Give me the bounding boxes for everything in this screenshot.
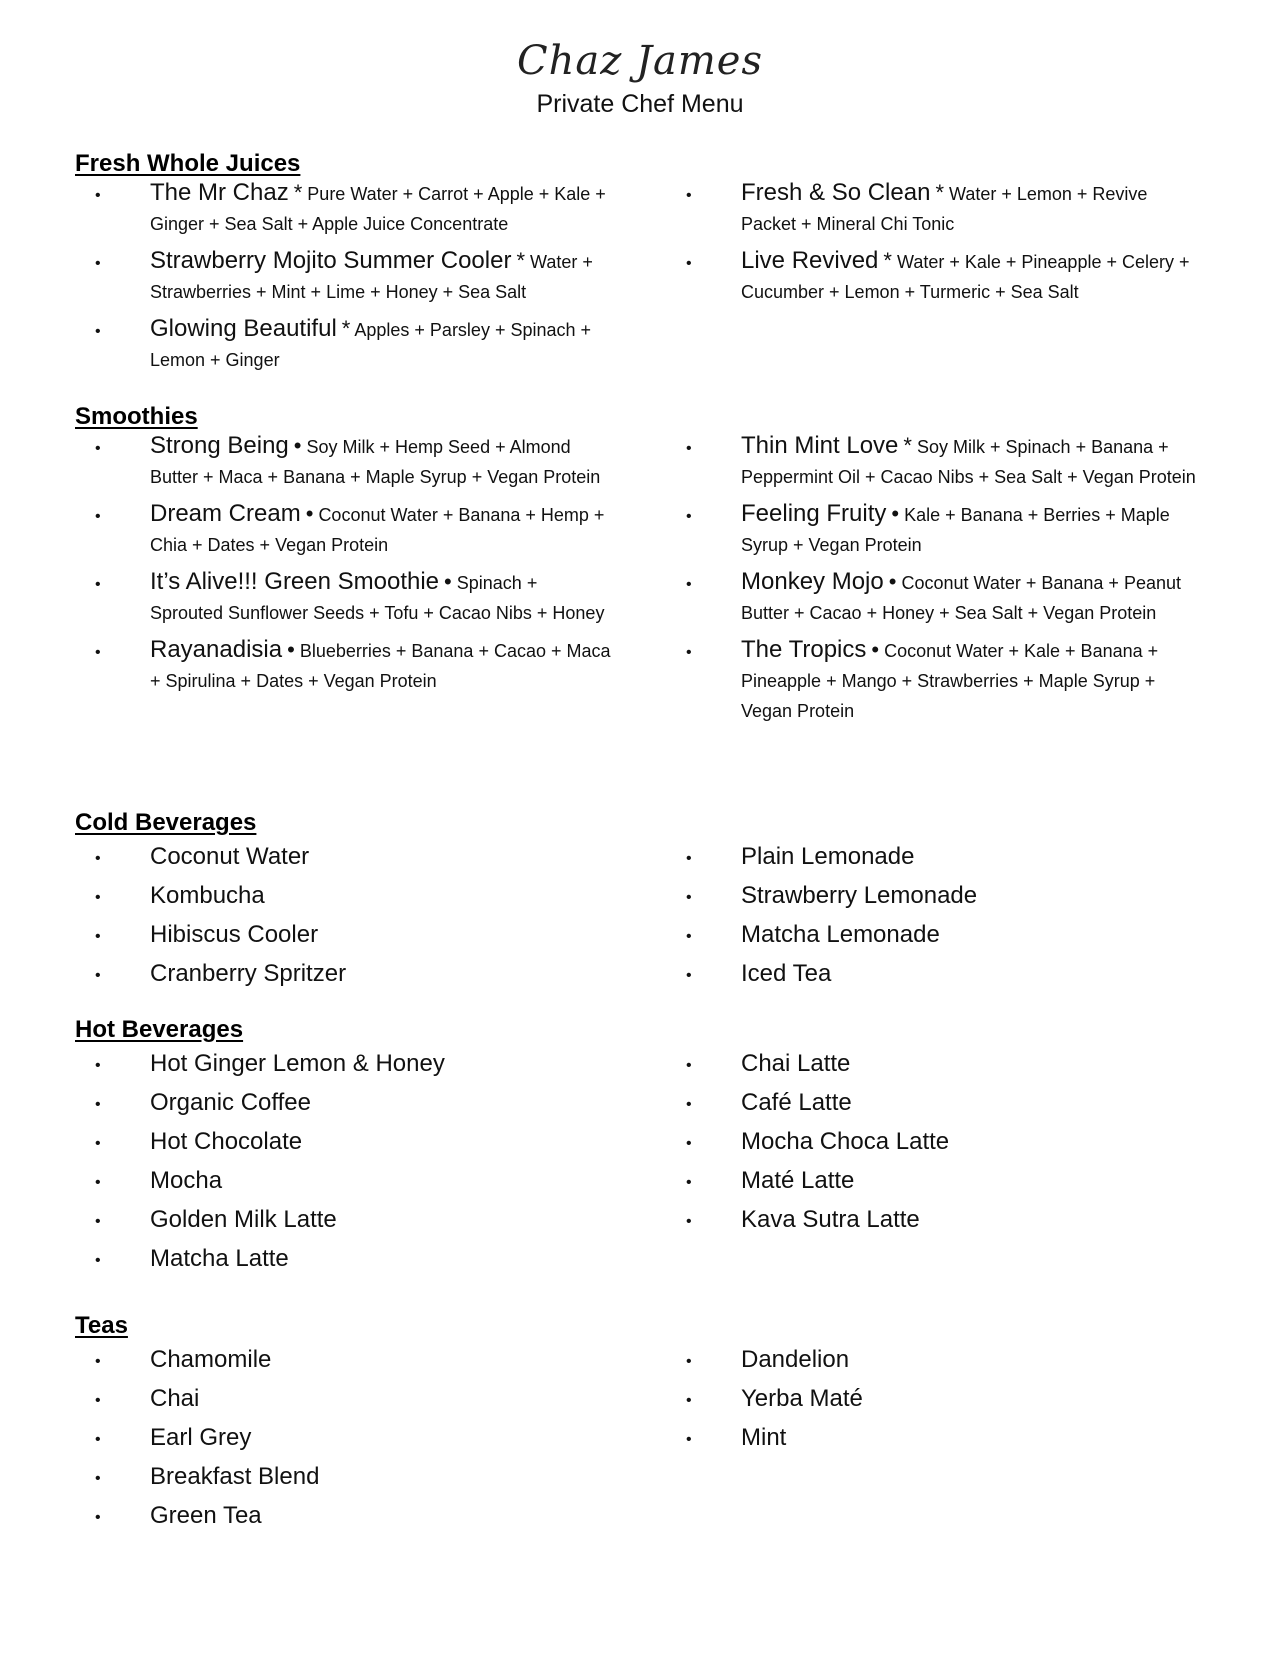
menu-item: [686, 1122, 1206, 1161]
bullet-icon: •: [95, 1431, 101, 1448]
bullet-icon: •: [686, 1213, 692, 1230]
item-name: Iced Tea: [741, 960, 832, 987]
separator-icon: *: [293, 180, 303, 205]
menu-item: [95, 567, 615, 628]
bullet-icon: •: [686, 576, 692, 593]
item-ingredients: Blueberries + Banana + Cacao + Maca + Spirulina + Dates + Vegan Protein: [150, 641, 611, 691]
bullet-icon: •: [686, 187, 692, 204]
menu-item: [686, 876, 1206, 915]
menu-item: [686, 1200, 1206, 1239]
item-name: The Mr Chaz: [150, 179, 289, 206]
bullet-icon: •: [686, 1431, 692, 1448]
bullet-icon: •: [686, 967, 692, 984]
separator-icon: *: [903, 433, 912, 458]
teas-right-column: [686, 1340, 1206, 1457]
menu-item: [95, 499, 615, 560]
bullet-icon: •: [686, 1057, 692, 1074]
menu-item: [686, 837, 1206, 876]
item-ingredients: Water + Kale + Pineapple + Celery + Cucumber + Lemon + Turmeric + Sea Salt: [741, 252, 1190, 302]
bullet-icon: •: [95, 1096, 101, 1113]
separator-icon: •: [871, 637, 880, 662]
brand-name: Chaz James: [516, 38, 763, 84]
item-name: Strawberry Lemonade: [741, 882, 978, 909]
bullet-icon: •: [686, 644, 692, 661]
menu-item: [95, 1418, 615, 1457]
teas-left-column: [95, 1340, 615, 1535]
item-name: Coconut Water: [150, 843, 310, 870]
menu-item: [686, 635, 1206, 726]
separator-icon: •: [305, 501, 314, 526]
bullet-icon: •: [95, 967, 101, 984]
bullet-icon: •: [95, 1174, 101, 1191]
item-name: Monkey Mojo: [741, 568, 884, 595]
item-name: Kombucha: [150, 882, 265, 909]
item-ingredients: Apples + Parsley + Spinach + Lemon + Ginger: [150, 320, 592, 370]
item-name: Glowing Beautiful: [150, 315, 337, 342]
bullet-icon: •: [686, 440, 692, 457]
menu-item: [686, 1379, 1206, 1418]
item-name: Hibiscus Cooler: [150, 921, 319, 948]
item-name: Mocha: [150, 1167, 223, 1194]
menu-item: [686, 499, 1206, 560]
item-name: Mocha Choca Latte: [741, 1128, 950, 1155]
separator-icon: •: [293, 433, 302, 458]
menu-item: [95, 1083, 615, 1122]
item-name: Dandelion: [741, 1346, 850, 1373]
bullet-icon: •: [686, 928, 692, 945]
item-name: Organic Coffee: [150, 1089, 311, 1116]
bullet-icon: •: [95, 1353, 101, 1370]
bullet-icon: •: [95, 644, 101, 661]
menu-item: [95, 431, 615, 492]
item-name: Green Tea: [150, 1502, 262, 1529]
menu-item: [95, 837, 615, 876]
item-name: Yerba Maté: [741, 1385, 863, 1412]
bullet-icon: •: [95, 1470, 101, 1487]
bullet-icon: •: [686, 1135, 692, 1152]
menu-item: [686, 178, 1206, 239]
menu-item: [95, 1239, 615, 1278]
menu-item: [686, 1161, 1206, 1200]
item-ingredients: Coconut Water + Kale + Banana + Pineapple + Mango + Strawberries + Maple Syrup + Vegan Protein: [741, 641, 1159, 721]
item-name: Matcha Lemonade: [741, 921, 940, 948]
separator-icon: *: [341, 316, 351, 341]
menu-item: [686, 915, 1206, 954]
bullet-icon: •: [686, 255, 692, 272]
item-name: Thin Mint Love: [741, 432, 899, 459]
bullet-icon: •: [95, 1135, 101, 1152]
bullet-icon: •: [686, 1392, 692, 1409]
item-name: Chai: [150, 1385, 200, 1412]
separator-icon: •: [891, 501, 900, 526]
item-name: Fresh & So Clean: [741, 179, 931, 206]
juices-left-column: [95, 178, 615, 382]
bullet-icon: •: [95, 889, 101, 906]
item-ingredients: Coconut Water + Banana + Hemp + Chia + Dates + Vegan Protein: [150, 505, 605, 555]
item-name: Strawberry Mojito Summer Cooler: [150, 247, 512, 274]
item-name: Chai Latte: [741, 1050, 851, 1077]
section-title: Hot Beverages: [75, 1016, 244, 1043]
bullet-icon: •: [95, 323, 101, 340]
item-ingredients: Coconut Water + Banana + Peanut Butter + Cacao + Honey + Sea Salt + Vegan Protein: [741, 573, 1181, 623]
separator-icon: *: [883, 248, 892, 273]
separator-icon: *: [516, 248, 526, 273]
menu-item: [95, 246, 615, 307]
bullet-icon: •: [686, 1096, 692, 1113]
bullet-icon: •: [95, 187, 101, 204]
item-name: Rayanadisia: [150, 636, 283, 663]
bullet-icon: •: [95, 1392, 101, 1409]
menu-subtitle: Private Chef Menu: [536, 90, 744, 118]
menu-item: [95, 1496, 615, 1535]
bullet-icon: •: [686, 889, 692, 906]
separator-icon: *: [935, 180, 944, 205]
hot-left-column: [95, 1044, 615, 1278]
menu-item: [686, 1340, 1206, 1379]
bullet-icon: •: [686, 1174, 692, 1191]
item-name: The Tropics: [741, 636, 867, 663]
item-name: It’s Alive!!! Green Smoothie: [150, 568, 440, 595]
item-name: Hot Chocolate: [150, 1128, 303, 1155]
section-title: Cold Beverages: [75, 809, 257, 836]
bullet-icon: •: [686, 1353, 692, 1370]
menu-item: [686, 1044, 1206, 1083]
item-ingredients: Spinach + Sprouted Sunflower Seeds + Tofu + Cacao Nibs + Honey: [150, 573, 605, 623]
cold-right-column: [686, 837, 1206, 993]
section-title: Teas: [75, 1312, 128, 1339]
menu-item: [686, 1083, 1206, 1122]
item-name: Dream Cream: [150, 500, 301, 527]
menu-item: [686, 954, 1206, 993]
bullet-icon: •: [95, 1509, 101, 1526]
item-name: Strong Being: [150, 432, 289, 459]
smoothies-left-column: [95, 431, 615, 703]
menu-item: [95, 1379, 615, 1418]
bullet-icon: •: [686, 850, 692, 867]
bullet-icon: •: [95, 1252, 101, 1269]
item-name: Plain Lemonade: [741, 843, 915, 870]
menu-item: [95, 1200, 615, 1239]
menu-item: [95, 1340, 615, 1379]
smoothies-right-column: [686, 431, 1206, 733]
menu-item: [95, 1122, 615, 1161]
item-name: Hot Ginger Lemon & Honey: [150, 1050, 445, 1077]
item-name: Kava Sutra Latte: [741, 1206, 920, 1233]
bullet-icon: •: [95, 508, 101, 525]
cold-left-column: [95, 837, 615, 993]
item-name: Mint: [741, 1424, 787, 1451]
item-name: Golden Milk Latte: [150, 1206, 337, 1233]
item-name: Breakfast Blend: [150, 1463, 320, 1490]
menu-item: [95, 954, 615, 993]
item-name: Chamomile: [150, 1346, 272, 1373]
item-name: Cranberry Spritzer: [150, 960, 347, 987]
menu-item: [95, 876, 615, 915]
bullet-icon: •: [95, 440, 101, 457]
item-ingredients: Water + Lemon + Revive Packet + Mineral Chi Tonic: [741, 184, 1148, 234]
menu-item: [686, 1418, 1206, 1457]
bullet-icon: •: [95, 255, 101, 272]
separator-icon: •: [444, 569, 452, 594]
menu-item: [95, 1457, 615, 1496]
menu-item: [686, 431, 1206, 492]
menu-item: [95, 1044, 615, 1083]
item-ingredients: Soy Milk + Spinach + Banana + Peppermint Oil + Cacao Nibs + Sea Salt + Vegan Protein: [741, 437, 1196, 487]
item-ingredients: Kale + Banana + Berries + Maple Syrup + Vegan Protein: [741, 505, 1170, 555]
item-name: Live Revived: [741, 247, 879, 274]
menu-item: [686, 567, 1206, 628]
item-ingredients: Water + Strawberries + Mint + Lime + Honey + Sea Salt: [150, 252, 593, 302]
hot-right-column: [686, 1044, 1206, 1239]
menu-item: [95, 178, 615, 239]
juices-right-column: [686, 178, 1206, 314]
bullet-icon: •: [95, 1057, 101, 1074]
item-name: Matcha Latte: [150, 1245, 289, 1272]
item-ingredients: Pure Water + Carrot + Apple + Kale + Ginger + Sea Salt + Apple Juice Concentrate: [150, 184, 606, 234]
menu-item: [95, 314, 615, 375]
item-name: Earl Grey: [150, 1424, 252, 1451]
item-name: Feeling Fruity: [741, 500, 887, 527]
menu-item: [95, 1161, 615, 1200]
menu-item: [686, 246, 1206, 307]
bullet-icon: •: [95, 928, 101, 945]
section-title: Fresh Whole Juices: [75, 150, 301, 177]
bullet-icon: •: [95, 576, 101, 593]
item-name: Café Latte: [741, 1089, 852, 1116]
item-name: Maté Latte: [741, 1167, 855, 1194]
menu-item: [95, 635, 615, 696]
item-ingredients: Soy Milk + Hemp Seed + Almond Butter + Maca + Banana + Maple Syrup + Vegan Protein: [150, 437, 601, 487]
separator-icon: •: [888, 569, 897, 594]
section-title: Smoothies: [75, 403, 198, 430]
bullet-icon: •: [95, 1213, 101, 1230]
bullet-icon: •: [95, 850, 101, 867]
bullet-icon: •: [686, 508, 692, 525]
menu-item: [95, 915, 615, 954]
separator-icon: •: [287, 637, 295, 662]
